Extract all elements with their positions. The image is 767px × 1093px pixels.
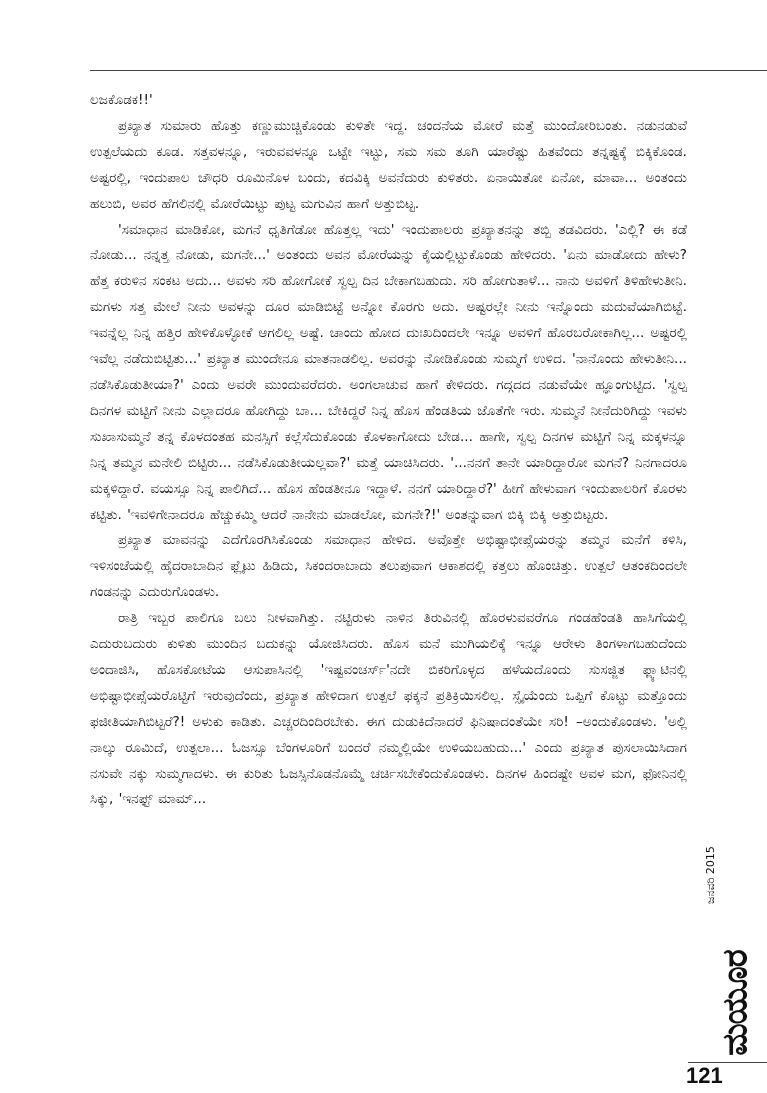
paragraph: 'ಸಮಾಧಾನ ಮಾಡಿಕೋ, ಮಗನೆ ಧೃತಿಗೆಡೋ ಹೊತ್ತಲ್ಲ ಇದು' ಇಂದುಪಾಲರು ಪ್ರಖ್ಯಾತನನ್ನು ತಬ್ಬಿ ತಡವಿದರು. 'ಎಲ್ಲಿ? ಈ ಕಡೆ ನೋಡು... ನನ್ನತ್ತ ನೋಡು, ಮಗನೇ...' ಅಂತಂದು ಅವನ ಮೋರೆಯನ್ನು ಕೈಯಲ್ಲಿಟ್ಟುಕೊಂಡು ಹೇಳಿದರು. 'ಏನು ಮಾಡೋದು ಹೇಳು? ಹೆತ್ತ ಕರುಳಿನ ಸಂಕಟ ಅದು... ಅವಳು ಸರಿ ಹೋಗೋಕೆ ಸ್ವಲ್ಪ ದಿನ ಬೇಕಾಗಬಹುದು. ಸರಿ ಹೋಗುತಾಳೆ... ನಾನು ಅವಳಿಗೆ ತಿಳಿಹೇಳುತೀನಿ. ಮಗಳು ಸತ್ತ ಮೇಲೆ ನೀನು ಅವಳನ್ನು ದೂರ ಮಾಡಿಬಿಟ್ಟೆ ಅನ್ನೋ ಕೊರಗು ಅದು. ಅಷ್ಟರಲ್ಲೇ ನೀನು ಇನ್ನೊಂದು ಮದುವೆಯಾಗಿಬಿಟ್ಟೆ. ಇವನ್ನೆಲ್ಲ ನಿನ್ನ ಹತ್ತಿರ ಹೇಳಿಕೊಳ್ಳೋಕೆ ಆಗಲಿಲ್ಲ ಅಷ್ಟೆ. ಚಾಂದು ಹೋದ ದುಃಖದಿಂದಲೇ ಇನ್ನೂ ಅವಳಿಗೆ ಹೊರಬರೋಕಾಗಿಲ್ಲ... ಅಷ್ಟರಲ್ಲಿ ಇವೆಲ್ಲ ನಡೆದುಬಿಟ್ಟಿತು...' ಪ್ರಖ್ಯಾತ ಮುಂದೇನೂ ಮಾತನಾಡಲಿಲ್ಲ. ಅವರನ್ನು ನೋಡಿಕೊಂಡು ಸುಮ್ಮಗೆ ಉಳಿದ. 'ನಾನೊಂದು ಹೇಳುತೀನಿ... ನಡೆಸಿಕೊಡುತೀಯಾ?' ಎಂದು ಅವರೇ ಮುಂದುವರೆದರು. ಅಂಗಲಾಚುವ ಹಾಗೆ ಕೇಳಿದರು. ಗದ್ಗದದ ನಡುವೆಯೇ ಹ್ಞೂಂಗುಟ್ಟಿದ. 'ಸ್ವಲ್ಪ ದಿನಗಳ ಮಟ್ಟಿಗೆ ನೀನು ಎಲ್ಲಾದರೂ ಹೋಗಿದ್ದು ಬಾ... ಬೇಕಿದ್ದರೆ ನಿನ್ನ ಹೊಸ ಹೆಂಡತಿಯ ಜೊತೆಗೇ ಇರು. ಸುಮ್ಮನೆ ನೀನೆದುರಿಗಿದ್ದು ಇವಳು ಸುಖಾಸುಮ್ಮನೆ ತನ್ನ ಕೊಳದಂತಹ ಮನಸ್ಸಿಗೆ ಕಲ್ಲೆಸೆದುಕೊಂಡು ಕೊಳಕಾಗೋದು ಬೇಡ... ಹಾಗೇ, ಸ್ವಲ್ಪ ದಿನಗಳ ಮಟ್ಟಿಗೆ ನಿನ್ನ ಮಕ್ಕಳನ್ನೂ ನಿನ್ನ ತಮ್ಮನ ಮನೇಲಿ ಬಿಟ್ಟಿರು... ನಡೆಸಿಕೊಡುತೀಯಲ್ಲವಾ?' ಮತ್ತೆ ಯಾಚಿಸಿದರು. '...ನನಗೆ ತಾನೇ ಯಾರಿದ್ದಾರೋ ಮಗನೆ? ನಿನಗಾದರೂ ಮಕ್ಕಳಿದ್ದಾರೆ. ವಯಸ್ಸೂ ನಿನ್ನ ಪಾಲಿಗಿದೆ... ಹೊಸ ಹೆಂಡತೀನೂ ಇದ್ದಾಳೆ. ನನಗೆ ಯಾರಿದ್ದಾರೆ?' ಹೀಗೆ ಹೇಳುವಾಗ ಇಂದುಪಾಲರಿಗೆ ಕೊರಳು ಕಟ್ಟಿತು. 'ಇವಳಿಗೇನಾದರೂ ಹೆಚ್ಚುಕಮ್ಮಿ ಆದರೆ ನಾನೇನು ಮಾಡಲೋ, ಮಗನೇ?!' ಅಂತನ್ನುವಾಗ ಬಿಕ್ಕಿ ಬಿಕ್ಕಿ ಅತ್ತುಬಿಟ್ಟರು.	[90, 221, 687, 523]
page-number: 121	[686, 1063, 723, 1088]
magazine-logo	[716, 948, 756, 1058]
article-body	[90, 88, 687, 813]
paragraph: ಪ್ರಖ್ಯಾತ ಮಾವನನ್ನು ಎದೆಗೊರಗಿಸಿಕೊಂಡು ಸಮಾಧಾನ ಹೇಳಿದ. ಅವೊತ್ತೇ ಅಭಿಷ್ಟಾಭೀಪ್ಸೆಯರನ್ನು ತಮ್ಮನ ಮನೆಗೆ ಕಳಿಸಿ, ಇಳಿಸಂಜೆಯಲ್ಲಿ ಹೈದರಾಬಾದಿನ ಫ್ಲೈಟು ಹಿಡಿದು, ಸಿಕಂದರಾಬಾದು ತಲುಪುವಾಗ ಆಕಾಶದಲ್ಲಿ ಕತ್ತಲು ಹೊಂಚಿತ್ತು. ಉತ್ಪಲೆ ಆತಂಕದಿಂದಲೇ ಗಂಡನನ್ನು ಎದುರುಗೊಂಡಳು.	[90, 532, 687, 601]
top-divider	[90, 70, 767, 71]
issue-date	[700, 820, 722, 930]
paragraph: ರಾತ್ರಿ ಇಬ್ಬರ ಪಾಲಿಗೂ ಬಲು ನೀಳವಾಗಿತ್ತು. ನಟ್ಟಿರುಳು ನಾಳಿನ ತಿರುವಿನಲ್ಲಿ ಹೊರಳುವವರೆಗೂ ಗಂಡಹೆಂಡತಿ ಹಾಸಿಗೆಯಲ್ಲಿ ಎದುರುಬದುರು ಕುಳಿತು ಮುಂದಿನ ಬದುಕನ್ನು ಯೋಜಿಸಿದರು. ಹೊಸ ಮನೆ ಮುಗಿಯಲಿಕ್ಕೆ ಇನ್ನೂ ಆರೇಳು ತಿಂಗಳಾಗಬಹುದೆಂದು ಅಂದಾಜಿಸಿ, ಹೊಸಕೋಟೆಯ ಆಸುಪಾಸಿನಲ್ಲಿ 'ಇಷ್ಟವಂಚರ್ಸ್'ನದೇ ಬಿಕರಿಗೊಳ್ಳದ ಹಳೆಯದೊಂದು ಸುಸಜ್ಜಿತ ಫ್ಲ್ಯಾಟಿನಲ್ಲಿ ಅಭಿಷ್ಟಾಭೀಪ್ಸೆಯರೊಟ್ಟಿಗೆ ಇರುವುದೆಂದು, ಪ್ರಖ್ಯಾತ ಹೇಳಿದಾಗ ಉತ್ಪಲೆ ಫಕ್ಕನೆ ಪ್ರತಿಕ್ರಿಯಿಸಲಿಲ್ಲ. ಸ್ಸೈಯೆಂದು ಒಪ್ಪಿಗೆ ಕೊಟ್ಟು ಮತ್ತೊಂದು ಫಜೀತಿಯಾಗಿಬಿಟ್ಟರೆ?! ಅಳುಕು ಕಾಡಿತು. ಎಚ್ಚರದಿಂದಿರಬೇಕು. ಈಗ ದುಡುಕಿದೆನಾದರೆ ಫಿನಿಷಾದಂತೆಯೇ ಸರಿ! –ಅಂದುಕೊಂಡಳು. 'ಅಲ್ಲಿ ನಾಲ್ಕು ರೂಮಿದೆ, ಉತ್ಪಲಾ... ಓಜಸ್ಸೂ ಬೆಂಗಳೂರಿಗೆ ಬಂದರೆ ನಮ್ಮಲ್ಲಿಯೇ ಉಳಿಯಬಹುದು...' ಎಂದು ಪ್ರಖ್ಯಾತ ಪುಸಲಾಯಿಸಿದಾಗ ನಸುವೇ ನಕ್ಕು ಸುಮ್ಮಗಾದಳು. ಈ ಕುರಿತು ಓಜಸ್ಸಿನೊಡನೊಮ್ಮೆ ಚರ್ಚಿಸಬೇಕೆಂದುಕೊಂಡಳು. ದಿನಗಳ ಹಿಂದಷ್ಟೇ ಅವಳ ಮಗ, ಫೋನಿನಲ್ಲಿ ಸಿಕ್ಕು, 'ಇನಫ್ಟ್ ಮಾಮ್...	[90, 610, 687, 808]
paragraph: ಲಜಕೊಡಕ!!'	[90, 92, 153, 108]
magazine-name: ಮಯೂರ	[716, 950, 756, 1056]
issue-date-text: ಜನವರಿ 2015	[704, 846, 717, 904]
paragraph: ಪ್ರಖ್ಯಾತ ಸುಮಾರು ಹೊತ್ತು ಕಣ್ಣುಮುಚ್ಚಿಕೊಂಡು ಕುಳಿತೇ ಇದ್ದ. ಚಂದನೆಯ ಮೋರೆ ಮತ್ತೆ ಮುಂದೋರಿಬಂತು. ನಡುನಡುವೆ ಉತ್ಪಲೆಯದು ಕೂಡ. ಸತ್ತವಳನ್ನೂ, ಇರುವವಳನ್ನೂ ಒಟ್ಟೇ ಇಟ್ಟು, ಸಮ ಸಮ ತೂಗಿ ಯಾರೆಷ್ಟು ಹಿತವೆಂದು ತನ್ನಷ್ಟಕ್ಕೆ ಬಿಕ್ಕಿಕೊಂಡ. ಅಷ್ಟರಲ್ಲಿ, ಇಂದುಪಾಲ ಚೌಧರಿ ರೂಮಿನೊಳ ಬಂದು, ಕದವಿಕ್ಕಿ ಅವನೆದುರು ಕುಳಿತರು. ಏನಾಯಿತೋ ಏನೋ, ಮಾವಾ... ಅಂತಂದು ಹಲುಬಿ, ಅವರ ಹೆಗಲಿನಲ್ಲಿ ಮೋರೆಯಿಟ್ಟು ಪುಟ್ಟ ಮಗುವಿನ ಹಾಗೆ ಅತ್ತುಬಿಟ್ಟ.	[90, 117, 687, 212]
